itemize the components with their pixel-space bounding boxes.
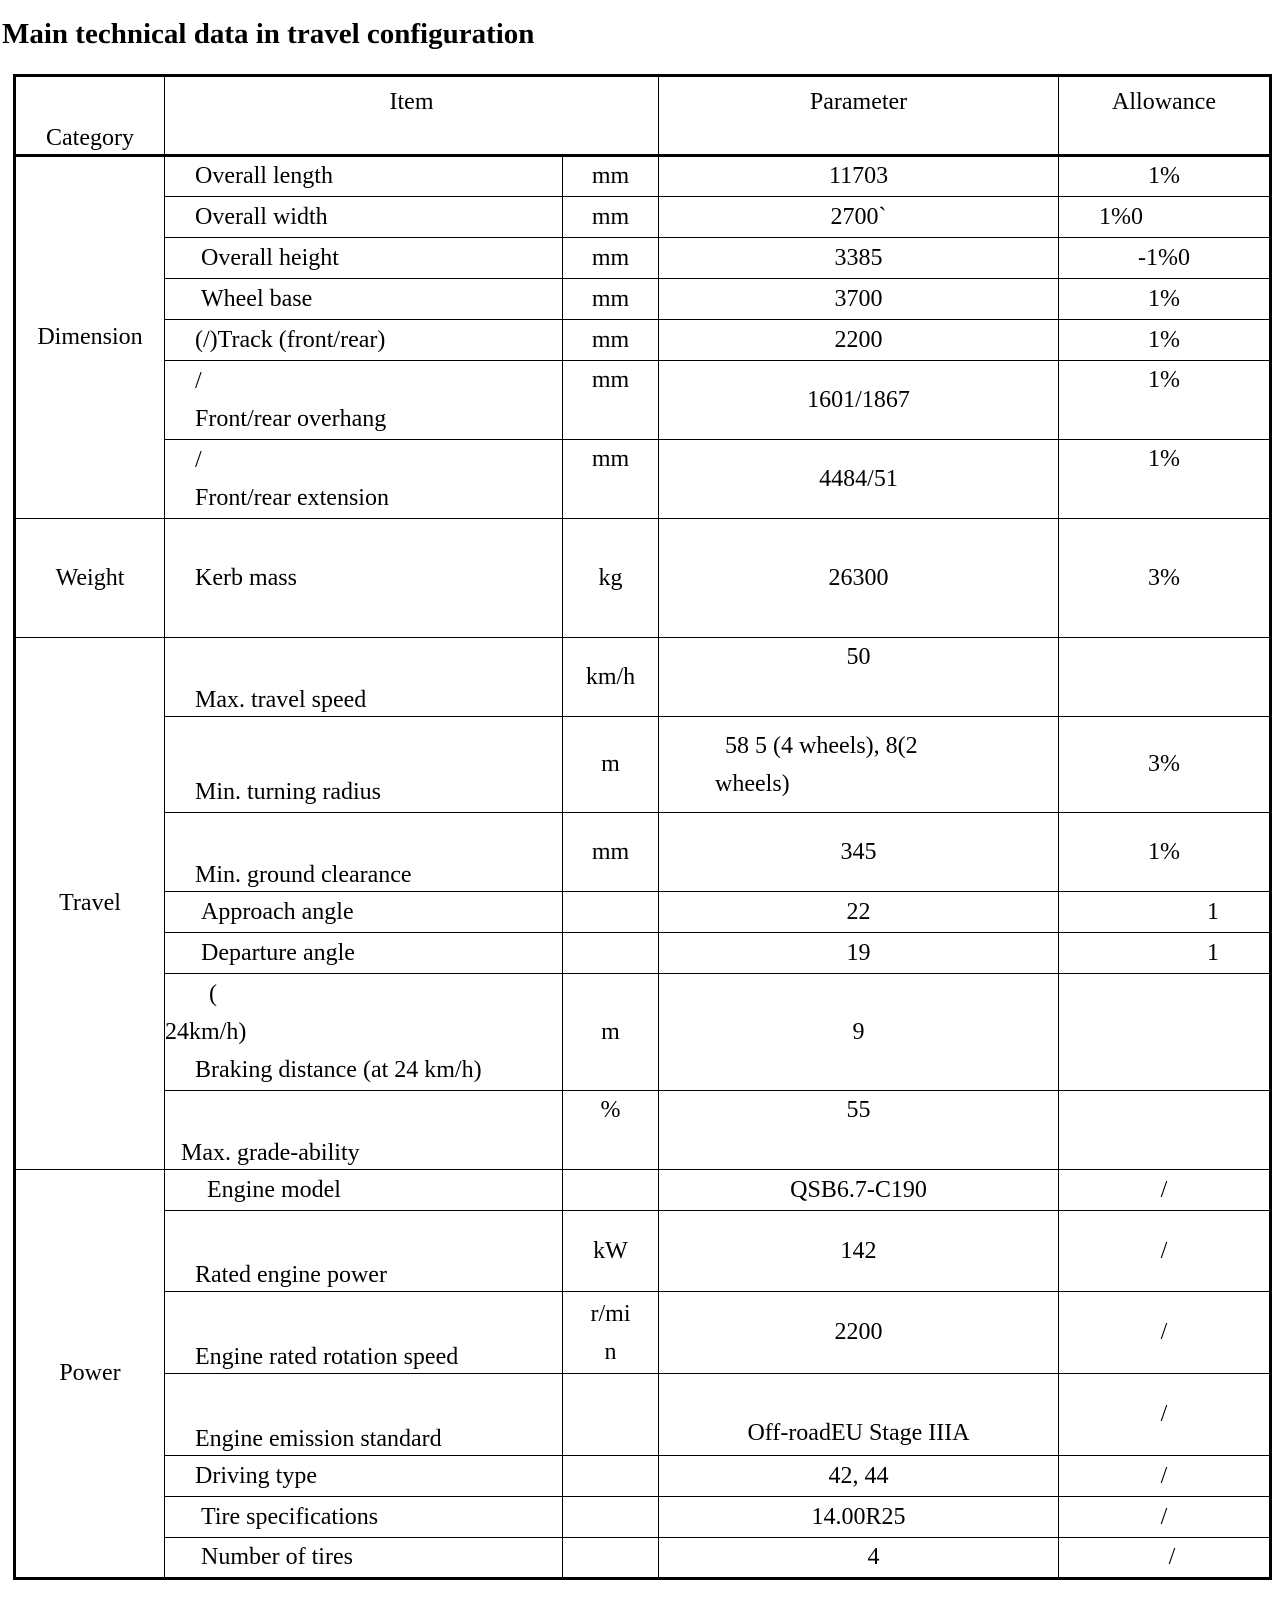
table-row: [15, 519, 1271, 638]
allowance-cell: 1%: [1059, 440, 1271, 519]
unit-line: r/mi: [590, 1300, 631, 1327]
unit-cell: mm: [563, 197, 659, 238]
unit-cell: km/h: [563, 638, 659, 717]
parameter-cell: 19: [659, 933, 1059, 974]
allowance-cell: /: [1059, 1211, 1271, 1292]
unit-cell: mm: [563, 440, 659, 519]
table-row: [15, 717, 1271, 813]
allowance-cell: 1: [1059, 892, 1271, 933]
header-parameter: Parameter: [659, 76, 1059, 156]
table-row: [15, 197, 1271, 238]
item-cell: Engine model: [165, 1170, 563, 1211]
item-cell: Approach angle: [165, 892, 563, 933]
parameter-cell: 2200: [659, 1292, 1059, 1374]
parameter-cell: [659, 717, 1059, 813]
unit-line: n: [604, 1338, 617, 1365]
unit-cell: m: [563, 974, 659, 1091]
category-power: Power: [15, 1170, 165, 1579]
category-weight: Weight: [15, 519, 165, 638]
item-line: Front/rear extension: [195, 485, 389, 511]
item-cell: Driving type: [165, 1456, 563, 1497]
allowance-cell: -1%0: [1059, 238, 1271, 279]
allowance-cell: 1%: [1059, 279, 1271, 320]
table-row: [15, 1538, 1271, 1579]
item-cell: Overall width: [165, 197, 563, 238]
unit-cell: [563, 1292, 659, 1374]
item-cell: Number of tires: [165, 1538, 563, 1579]
table-row: [15, 361, 1271, 440]
header-row: [15, 76, 1271, 156]
category-travel: Travel: [15, 638, 165, 1170]
table-row: [15, 1456, 1271, 1497]
table-row: [15, 1211, 1271, 1292]
allowance-cell: [1059, 638, 1271, 717]
unit-cell: kW: [563, 1211, 659, 1292]
parameter-cell: 42, 44: [659, 1456, 1059, 1497]
allowance-cell: [1059, 1091, 1271, 1170]
item-line: Front/rear overhang: [195, 406, 387, 432]
table-row: [15, 1374, 1271, 1456]
allowance-cell: /: [1059, 1170, 1271, 1211]
parameter-cell: 14.00R25: [659, 1497, 1059, 1538]
parameter-cell: 11703: [659, 156, 1059, 197]
item-cell: Engine rated rotation speed: [165, 1292, 563, 1374]
table-row: [15, 638, 1271, 717]
unit-cell: mm: [563, 361, 659, 440]
allowance-cell: 1%: [1059, 320, 1271, 361]
allowance-cell: 1%: [1059, 813, 1271, 892]
item-cell: Max. grade-ability: [165, 1091, 563, 1170]
parameter-cell: 142: [659, 1211, 1059, 1292]
unit-cell: [563, 892, 659, 933]
allowance-cell: /: [1059, 1538, 1271, 1579]
table-row: [15, 320, 1271, 361]
item-cell: (/)Track (front/rear): [165, 320, 563, 361]
allowance-cell: [1059, 974, 1271, 1091]
parameter-cell: 22: [659, 892, 1059, 933]
allowance-cell: 1%: [1059, 156, 1271, 197]
parameter-cell: 345: [659, 813, 1059, 892]
header-allowance: Allowance: [1059, 76, 1271, 156]
allowance-cell: /: [1059, 1292, 1271, 1374]
unit-cell: [563, 1374, 659, 1456]
parameter-cell: 2200: [659, 320, 1059, 361]
table-row: [15, 1497, 1271, 1538]
header-item: Item: [165, 76, 659, 156]
item-cell: [165, 440, 563, 519]
parameter-line: wheels): [715, 770, 790, 797]
item-cell: Rated engine power: [165, 1211, 563, 1292]
unit-cell: [563, 1170, 659, 1211]
table-row: [15, 933, 1271, 974]
item-cell: Tire specifications: [165, 1497, 563, 1538]
item-cell: Departure angle: [165, 933, 563, 974]
header-category: Category: [15, 76, 165, 156]
item-line: /: [195, 368, 202, 394]
item-cell: Max. travel speed: [165, 638, 563, 717]
parameter-cell: 9: [659, 974, 1059, 1091]
allowance-cell: 1%0: [1059, 197, 1271, 238]
parameter-cell: 50: [659, 638, 1059, 717]
item-cell: [165, 974, 563, 1091]
unit-cell: m: [563, 717, 659, 813]
allowance-cell: 3%: [1059, 519, 1271, 638]
parameter-line: 58 5 (4 wheels), 8(2: [725, 732, 918, 759]
item-line: Braking distance (at 24 km/h): [195, 1057, 482, 1083]
table-row: [15, 279, 1271, 320]
allowance-cell: /: [1059, 1456, 1271, 1497]
item-cell: Min. ground clearance: [165, 813, 563, 892]
parameter-cell: 3700: [659, 279, 1059, 320]
parameter-cell: 4484/51: [659, 440, 1059, 519]
unit-cell: mm: [563, 156, 659, 197]
unit-cell: [563, 1497, 659, 1538]
unit-cell: [563, 1538, 659, 1579]
parameter-cell: 2700`: [659, 197, 1059, 238]
parameter-cell: 26300: [659, 519, 1059, 638]
unit-cell: kg: [563, 519, 659, 638]
page-title: Main technical data in travel configuration: [2, 18, 535, 50]
parameter-cell: 4: [659, 1538, 1059, 1579]
unit-cell: mm: [563, 320, 659, 361]
allowance-cell: /: [1059, 1497, 1271, 1538]
allowance-cell: 3%: [1059, 717, 1271, 813]
item-cell: Wheel base: [165, 279, 563, 320]
category-dimension: Dimension: [15, 156, 165, 519]
allowance-cell: 1%: [1059, 361, 1271, 440]
parameter-cell: QSB6.7-C190: [659, 1170, 1059, 1211]
unit-cell: mm: [563, 813, 659, 892]
allowance-cell: /: [1059, 1374, 1271, 1456]
item-cell: Overall height: [165, 238, 563, 279]
parameter-cell: 3385: [659, 238, 1059, 279]
unit-cell: [563, 933, 659, 974]
item-cell: Min. turning radius: [165, 717, 563, 813]
allowance-cell: 1: [1059, 933, 1271, 974]
table-row: [15, 156, 1271, 197]
item-cell: Engine emission standard: [165, 1374, 563, 1456]
parameter-cell: 55: [659, 1091, 1059, 1170]
parameter-cell: Off-roadEU Stage IIIA: [659, 1374, 1059, 1456]
spec-table: [13, 74, 1272, 1580]
unit-cell: [563, 1456, 659, 1497]
item-cell: Kerb mass: [165, 519, 563, 638]
unit-cell: mm: [563, 238, 659, 279]
table-row: [15, 892, 1271, 933]
table-row: [15, 1170, 1271, 1211]
parameter-cell: 1601/1867: [659, 361, 1059, 440]
table-row: [15, 974, 1271, 1091]
item-line: /: [195, 447, 202, 473]
table-row: [15, 440, 1271, 519]
item-line: (: [209, 981, 217, 1007]
unit-cell: mm: [563, 279, 659, 320]
table-row: [15, 1091, 1271, 1170]
item-line: 24km/h): [165, 1019, 247, 1045]
unit-cell: %: [563, 1091, 659, 1170]
table-row: [15, 1292, 1271, 1374]
item-cell: [165, 361, 563, 440]
item-cell: Overall length: [165, 156, 563, 197]
table-row: [15, 238, 1271, 279]
table-row: [15, 813, 1271, 892]
